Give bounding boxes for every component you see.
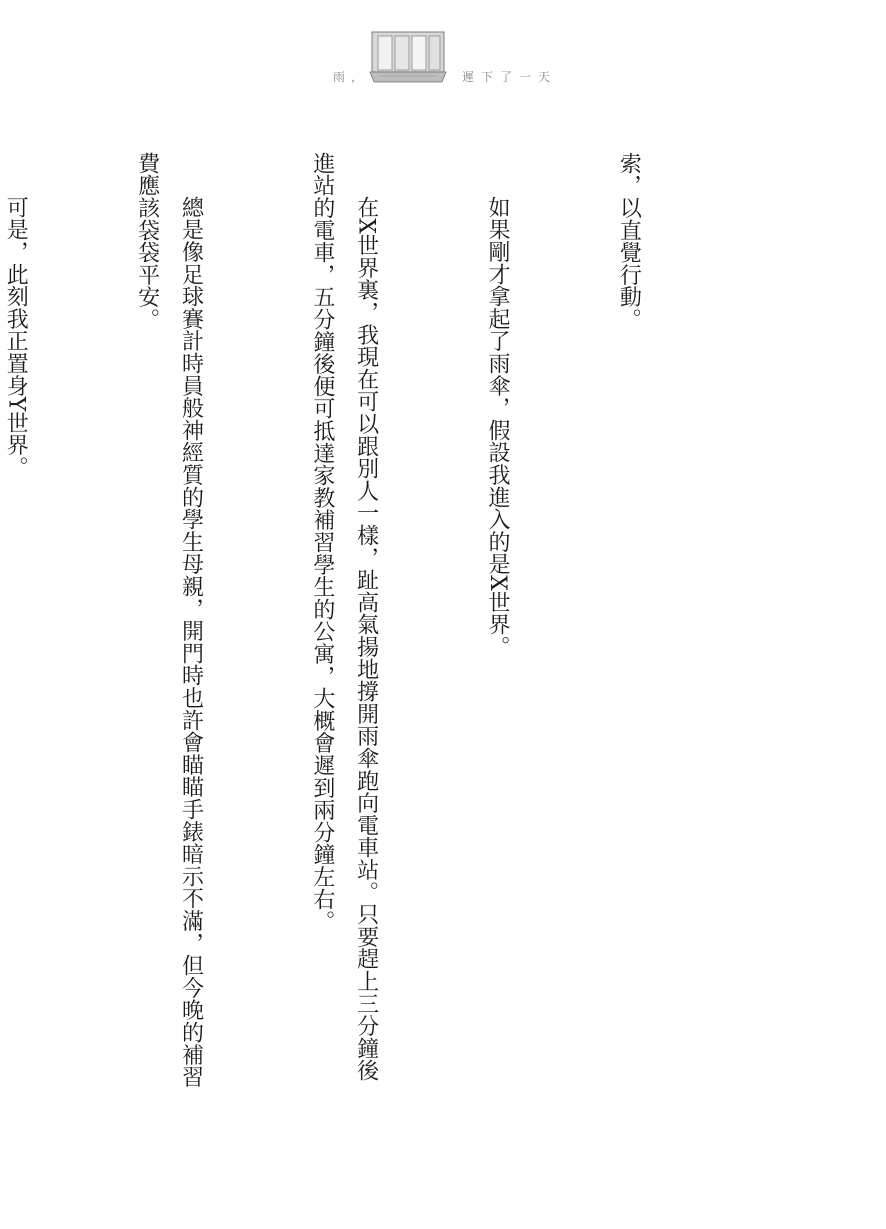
paragraph: 總是像足球賽計時員般神經質的學生母親，開門時也許會瞄瞄手錶暗示不滿，但今晚的補習費應該袋袋平安。 — [134, 152, 204, 1088]
paragraph: 如果剛才拿起了雨傘，假設我進入的是X世界。 — [485, 196, 511, 658]
body-text — [0, 152, 738, 1102]
header-title-left: 雨， — [333, 70, 370, 84]
running-header — [0, 0, 886, 100]
paragraph: 在X世界裏，我現在可以跟別人一樣，趾高氣揚地撐開雨傘跑向電車站。只要趕上三分鐘後進站的電車，五分鐘後便可抵達家教補習學生的公寓，大概會遲到兩分鐘左右。 — [309, 152, 379, 1082]
header-emblem-illustration — [368, 30, 448, 86]
header-title-right: 遲下了一天 — [462, 70, 558, 84]
paragraph: 索，以直覺行動。 — [616, 152, 642, 331]
paragraph: 可是，此刻我正置身Y世界。 — [3, 196, 29, 479]
